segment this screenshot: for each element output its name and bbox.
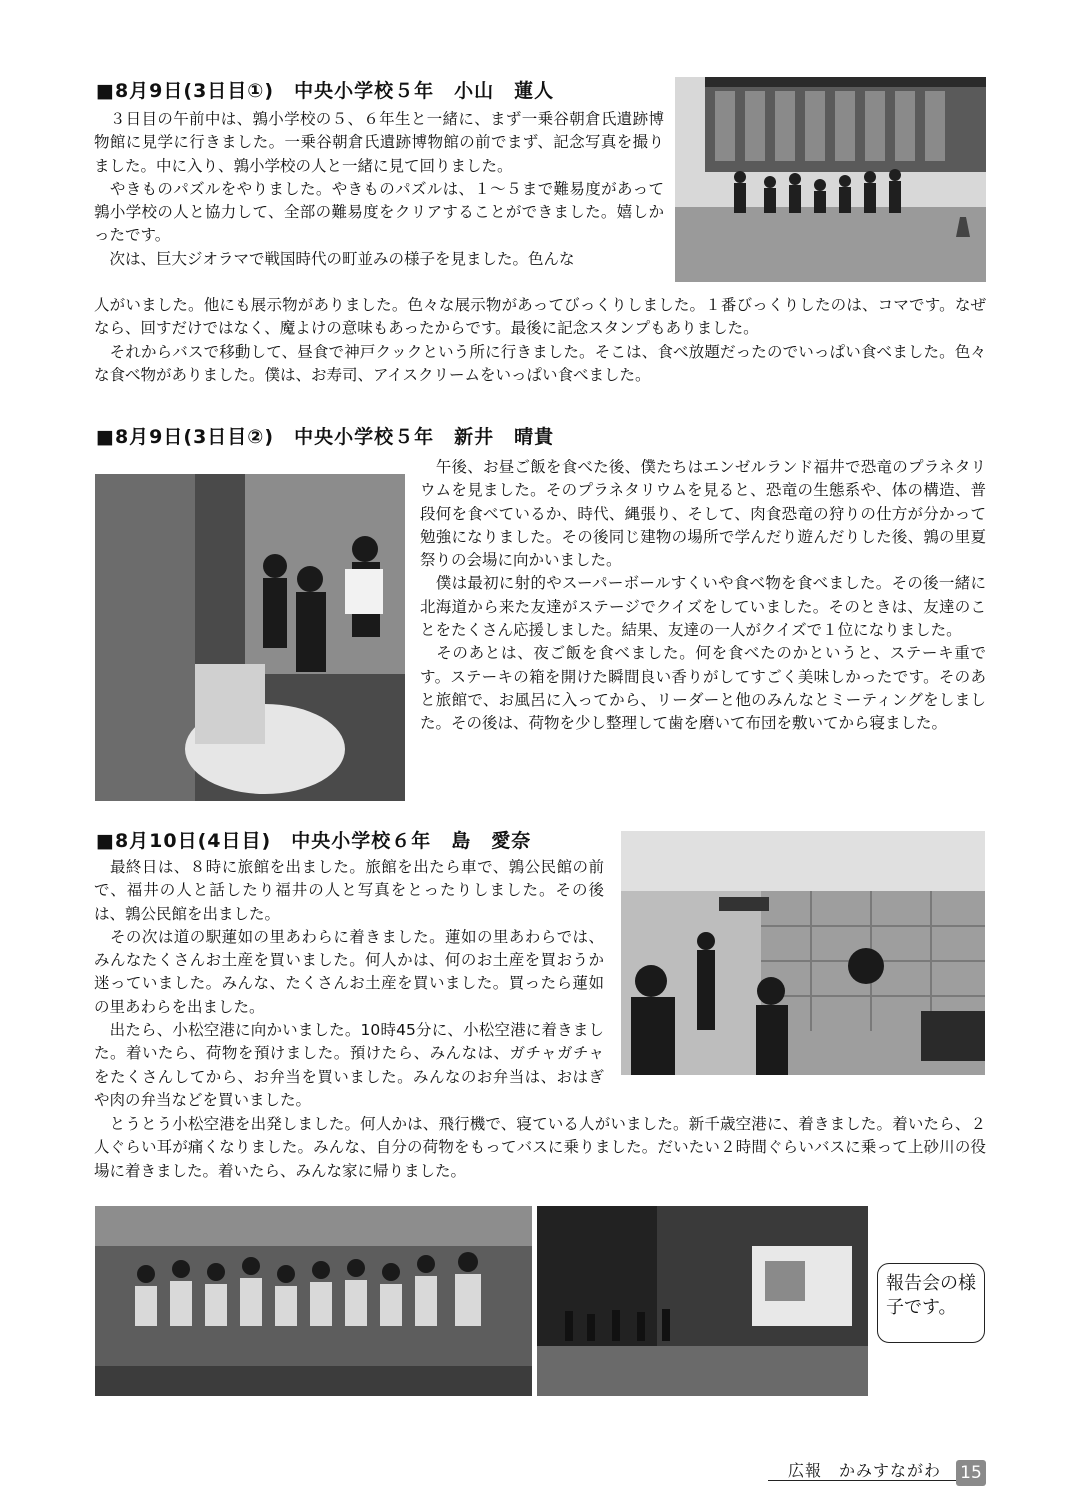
report-meeting-photo bbox=[537, 1206, 868, 1396]
section3-body-wrapped: 最終日は、８時に旅館を出ました。旅館を出たら車で、鶉公民館の前で、福井の人と話したり福井の人と写真をとったりしました。その後は、鶉公民館を出ました。 その次は道の駅蓮如の里あわらに着きました。蓮如の里あわらでは、みんなたくさんお土産を買いました。何人かは、何のお土産を買おうか迷っていました。みんな、たくさんお土産を買いました。買ったら蓮如の里あわらを出ました。 出たら、小松空港に向かいました。10時45分に、小松空港に着きました。着いたら、荷物を預けました。預けたら、みんなは、ガチャガチャをたくさんしてから、お弁当を買いました。みんなのお弁当は、おはぎや肉の弁当などを買いました。 bbox=[94, 858, 604, 1109]
photo-caption: 報告会の様子です。 bbox=[877, 1263, 985, 1343]
page-number: 15 bbox=[956, 1460, 986, 1486]
museum-group-photo bbox=[675, 77, 986, 282]
footer-publication-name: 広報 かみすながわ bbox=[788, 1461, 942, 1480]
airport-photo bbox=[621, 831, 985, 1075]
dinosaur-exhibit-photo bbox=[95, 474, 405, 801]
section1-heading: ■8月9日(3日目①) 中央小学校５年 小山 蓮人 bbox=[96, 80, 555, 102]
section2-heading: ■8月9日(3日目②) 中央小学校５年 新井 晴貴 bbox=[96, 426, 555, 448]
section3-heading: ■8月10日(4日目) 中央小学校６年 島 愛奈 bbox=[96, 830, 532, 852]
section1-body-full: 人がいました。他にも展示物がありました。色々な展示物があってびっくりしました。１番びっくりしたのは、コマです。なぜなら、回すだけではなく、魔よけの意味もあったからです。最後に記念スタンプもありました。 それからバスで移動して、昼食で神戸クックという所に行きました。そこは、食べ放題だったのでいっぱい食べました。色々な食べ物がありました。僕は、お寿司、アイスクリームをいっぱい食べました。 bbox=[94, 296, 986, 384]
section2-body: 午後、お昼ご飯を食べた後、僕たちはエンゼルランド福井で恐竜のプラネタリウムを見ました。そのプラネタリウムを見ると、恐竜の生態系や、体の構造、普段何を食べているか、時代、縄張り、そして、肉食恐竜の狩りの仕方が分かって勉強になりました。その後同じ建物の場所で学んだり遊んだりした後、鶉の里夏祭りの会場に向かいました。 僕は最初に射的やスーパーボールすくいや食べ物を食べました。その後一緒に北海道から来た友達がステージでクイズをしていました。そのときは、友達のことをたくさん応援しました。結果、友達の一人がクイズで１位になりました。 そのあとは、夜ご飯を食べました。何を食べたのかというと、ステーキ重です。ステーキの箱を開けた瞬間良い香りがしてすごく美味しかったです。そのあと旅館で、お風呂に入ってから、リーダーと他のみんなとミーティングをしました。その後は、荷物を少し整理して歯を磨いて布団を敷いてから寝ました。 bbox=[420, 458, 986, 733]
group-photo-outside bbox=[95, 1206, 532, 1396]
section1-body-wrapped: ３日目の午前中は、鶉小学校の５、６年生と一緒に、まず一乗谷朝倉氏遺跡博物館に見学に行きました。一乗谷朝倉氏遺跡博物館の前でまず、記念写真を撮りました。中に入り、鶉小学校の人と一緒に見て回りました。 やきものパズルをやりました。やきものパズルは、１～５まで難易度があって鶉小学校の人と協力して、全部の難易度をクリアすることができました。嬉しかったです。 次は、巨大ジオラマで戦国時代の町並みの様子を見ました。色んな bbox=[94, 110, 664, 268]
footer-rule bbox=[768, 1480, 958, 1481]
section3-body-full: とうとう小松空港を出発しました。何人かは、飛行機で、寝ている人がいました。新千歳空港に、着きました。着いたら、２人ぐらい耳が痛くなりました。みんな、自分の荷物をもってバスに乗りました。だいたい２時間ぐらいバスに乗って上砂川の役場に着きました。着いたら、みんな家に帰りました。 bbox=[94, 1115, 986, 1180]
